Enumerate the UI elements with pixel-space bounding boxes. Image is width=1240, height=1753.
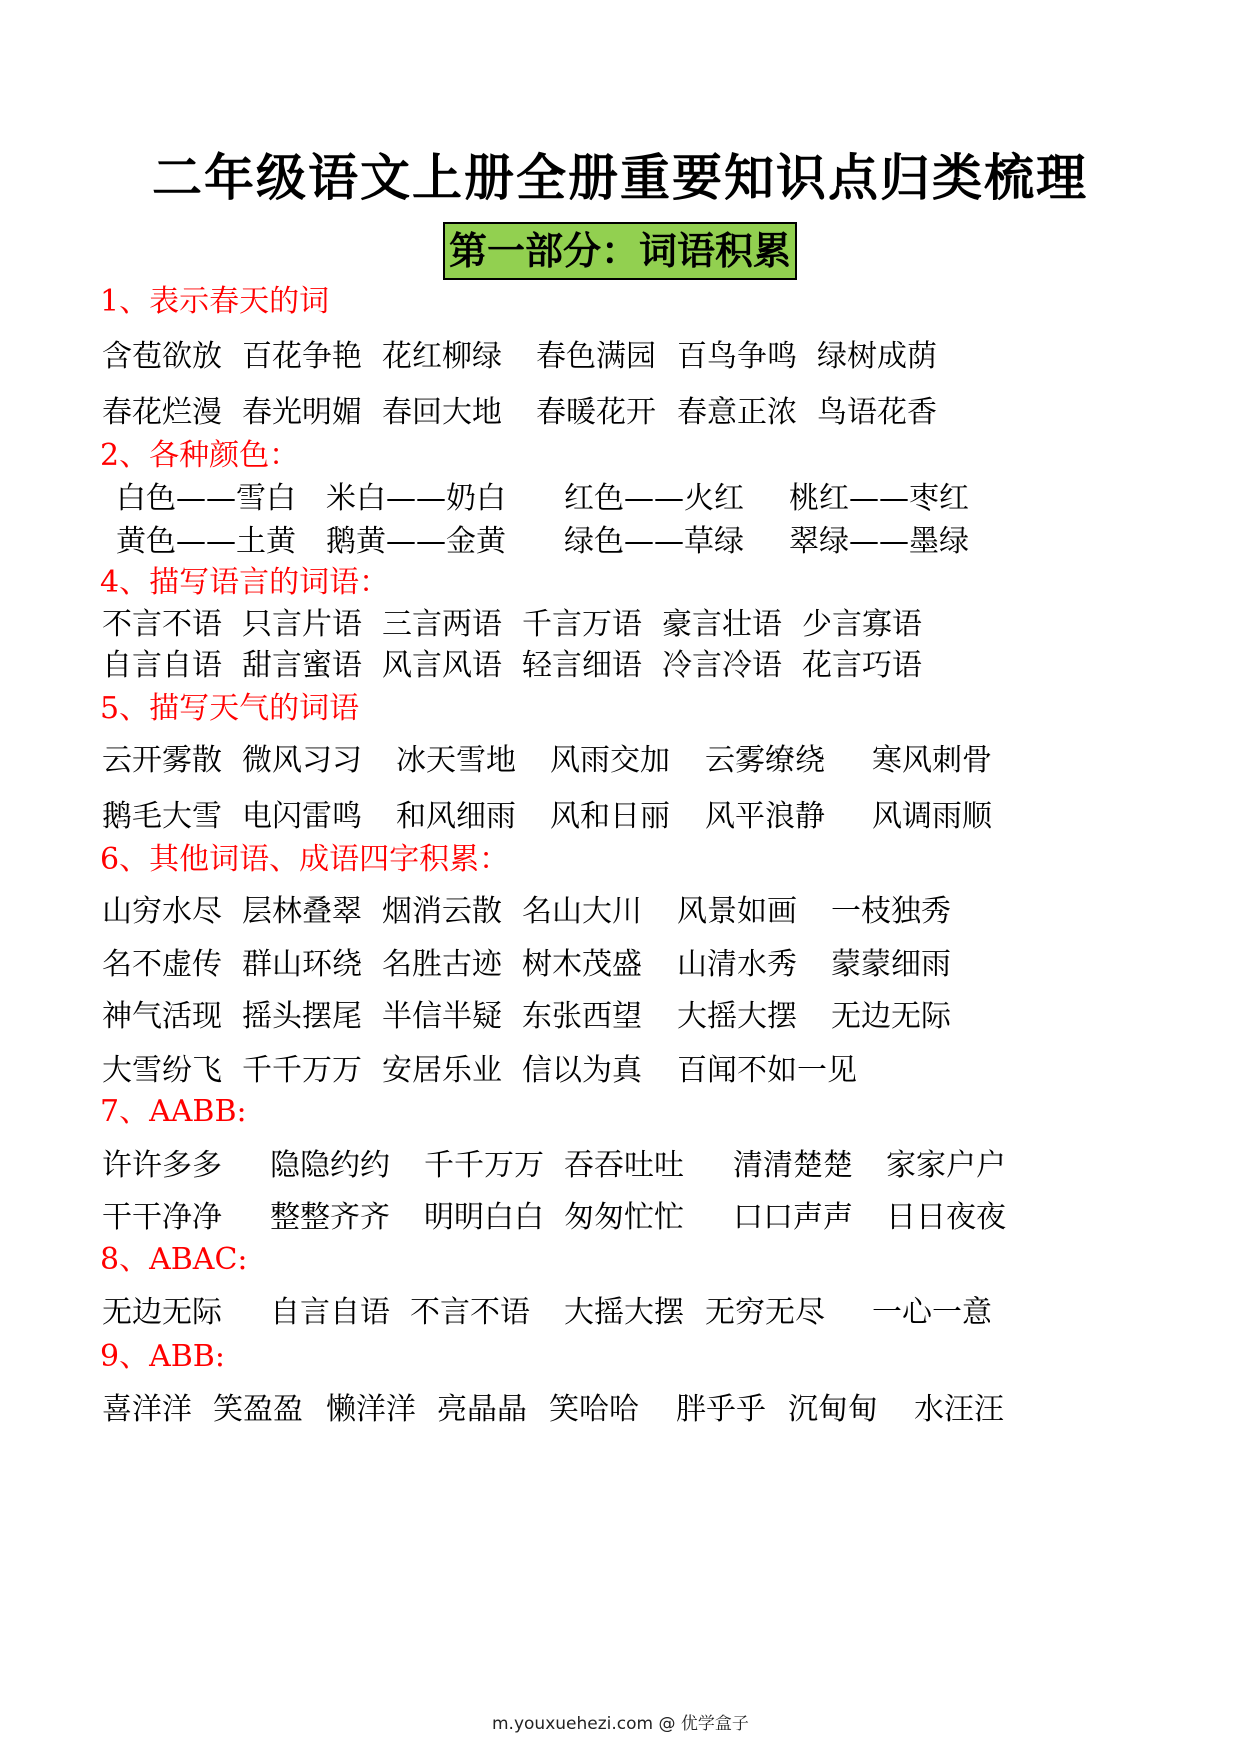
vocab-word: 绿树成荫 — [817, 339, 937, 374]
vocab-word: 百闻不如一见 — [677, 1053, 857, 1088]
vocab-word: 名不虚传 — [102, 947, 222, 982]
vocab-word: 风调雨顺 — [872, 799, 992, 834]
section-heading: 5、描写天气的词语 — [100, 691, 360, 726]
vocab-word: 桃红——枣红 — [789, 481, 969, 516]
vocab-word: 和风细雨 — [396, 799, 516, 834]
vocab-word: 安居乐业 — [382, 1053, 502, 1088]
vocab-word: 豪言壮语 — [662, 607, 782, 642]
vocab-word: 懒洋洋 — [326, 1392, 416, 1427]
vocab-word: 隐隐约约 — [270, 1148, 390, 1183]
vocab-word: 口口声声 — [733, 1200, 853, 1235]
vocab-word: 家家户户 — [886, 1148, 1006, 1183]
vocab-word: 胖乎乎 — [676, 1392, 766, 1427]
vocab-word: 无边无际 — [831, 999, 951, 1034]
vocab-word: 红色——火红 — [564, 481, 744, 516]
vocab-word: 风和日丽 — [550, 799, 670, 834]
vocab-word: 东张西望 — [522, 999, 642, 1034]
vocab-word: 春意正浓 — [677, 395, 797, 430]
section-heading: 4、描写语言的词语： — [100, 565, 390, 600]
vocab-word: 不言不语 — [410, 1295, 530, 1330]
vocab-word: 摇头摆尾 — [242, 999, 362, 1034]
vocab-word: 含苞欲放 — [102, 339, 222, 374]
vocab-word: 喜洋洋 — [102, 1392, 192, 1427]
vocab-word: 电闪雷鸣 — [242, 799, 362, 834]
vocab-word: 风平浪静 — [705, 799, 825, 834]
vocab-word: 许许多多 — [102, 1148, 222, 1183]
vocab-word: 整整齐齐 — [270, 1200, 390, 1235]
vocab-word: 层林叠翠 — [242, 894, 362, 929]
vocab-word: 百花争艳 — [242, 339, 362, 374]
vocab-word: 自言自语 — [102, 648, 222, 683]
vocab-word: 名山大川 — [522, 894, 642, 929]
vocab-word: 日日夜夜 — [886, 1200, 1006, 1235]
vocab-word: 花红柳绿 — [382, 339, 502, 374]
vocab-word: 春光明媚 — [242, 395, 362, 430]
vocab-word: 一心一意 — [872, 1295, 992, 1330]
vocab-word: 米白——奶白 — [326, 481, 506, 516]
vocab-word: 千千万万 — [424, 1148, 544, 1183]
vocab-word: 大雪纷飞 — [102, 1053, 222, 1088]
vocab-word: 信以为真 — [522, 1053, 642, 1088]
vocab-word: 风景如画 — [677, 894, 797, 929]
vocab-word: 明明白白 — [424, 1200, 544, 1235]
vocab-word: 不言不语 — [102, 607, 222, 642]
vocab-word: 笑盈盈 — [213, 1392, 303, 1427]
vocab-word: 亮晶晶 — [437, 1392, 527, 1427]
section-heading: 7、AABB: — [100, 1094, 247, 1129]
vocab-word: 大摇大摆 — [564, 1295, 684, 1330]
vocab-word: 黄色——土黄 — [116, 524, 296, 559]
vocab-word: 云开雾散 — [102, 743, 222, 778]
vocab-word: 春花烂漫 — [102, 395, 222, 430]
vocab-word: 春暖花开 — [536, 395, 656, 430]
vocab-word: 轻言细语 — [522, 648, 642, 683]
vocab-word: 山清水秀 — [677, 947, 797, 982]
vocab-word: 鹅黄——金黄 — [326, 524, 506, 559]
page-title: 二年级语文上册全册重要知识点归类梳理 — [152, 148, 1088, 207]
vocab-word: 翠绿——墨绿 — [789, 524, 969, 559]
vocab-word: 寒风刺骨 — [872, 743, 992, 778]
vocab-word: 自言自语 — [270, 1295, 390, 1330]
vocab-word: 笑哈哈 — [549, 1392, 639, 1427]
section-heading: 8、ABAC: — [100, 1242, 248, 1277]
section-heading: 9、ABB: — [100, 1339, 225, 1374]
section-heading: 6、其他词语、成语四字积累： — [100, 842, 510, 877]
vocab-word: 水汪汪 — [914, 1392, 1004, 1427]
vocab-word: 甜言蜜语 — [242, 648, 362, 683]
vocab-word: 神气活现 — [102, 999, 222, 1034]
vocab-word: 半信半疑 — [382, 999, 502, 1034]
vocab-word: 烟消云散 — [382, 894, 502, 929]
vocab-word: 山穷水尽 — [102, 894, 222, 929]
vocab-word: 干干净净 — [102, 1200, 222, 1235]
footer-source: m.youxuehezi.com @ 优学盒子 — [492, 1714, 749, 1734]
vocab-word: 匆匆忙忙 — [564, 1200, 684, 1235]
vocab-word: 微风习习 — [242, 743, 362, 778]
vocab-word: 名胜古迹 — [382, 947, 502, 982]
vocab-word: 千言万语 — [522, 607, 642, 642]
vocab-word: 少言寡语 — [802, 607, 922, 642]
vocab-word: 春色满园 — [536, 339, 656, 374]
vocab-word: 吞吞吐吐 — [564, 1148, 684, 1183]
vocab-word: 百鸟争鸣 — [677, 339, 797, 374]
vocab-word: 花言巧语 — [802, 648, 922, 683]
vocab-word: 一枝独秀 — [831, 894, 951, 929]
part-label: 第一部分：词语积累 — [443, 222, 797, 280]
vocab-word: 风言风语 — [382, 648, 502, 683]
vocab-word: 鹅毛大雪 — [102, 799, 222, 834]
vocab-word: 绿色——草绿 — [564, 524, 744, 559]
section-heading: 2、各种颜色： — [100, 438, 300, 473]
vocab-word: 云雾缭绕 — [705, 743, 825, 778]
vocab-word: 群山环绕 — [242, 947, 362, 982]
vocab-word: 白色——雪白 — [116, 481, 296, 516]
vocab-word: 大摇大摆 — [677, 999, 797, 1034]
vocab-word: 冰天雪地 — [396, 743, 516, 778]
vocab-word: 冷言冷语 — [662, 648, 782, 683]
vocab-word: 鸟语花香 — [817, 395, 937, 430]
vocab-word: 无边无际 — [102, 1295, 222, 1330]
section-heading: 1、表示春天的词 — [100, 284, 330, 319]
vocab-word: 沉甸甸 — [788, 1392, 878, 1427]
vocab-word: 千千万万 — [242, 1053, 362, 1088]
vocab-word: 蒙蒙细雨 — [831, 947, 951, 982]
vocab-word: 三言两语 — [382, 607, 502, 642]
vocab-word: 春回大地 — [382, 395, 502, 430]
vocab-word: 无穷无尽 — [705, 1295, 825, 1330]
vocab-word: 风雨交加 — [550, 743, 670, 778]
vocab-word: 只言片语 — [242, 607, 362, 642]
vocab-word: 清清楚楚 — [733, 1148, 853, 1183]
vocab-word: 树木茂盛 — [522, 947, 642, 982]
